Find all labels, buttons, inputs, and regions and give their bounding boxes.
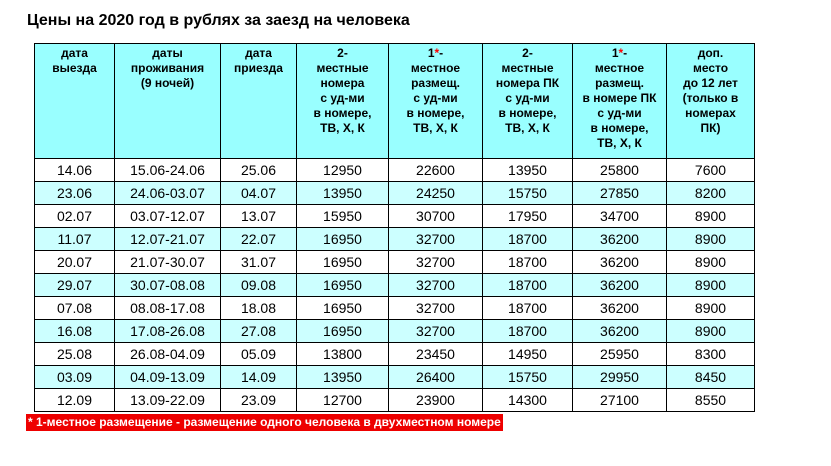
double-pk-price-cell: 15750: [483, 366, 573, 389]
single-pk-price-cell: 36200: [573, 228, 667, 251]
arrival-date-cell: 13.07: [221, 205, 297, 228]
single-price-cell: 32700: [389, 320, 483, 343]
single-pk-price-cell: 27100: [573, 389, 667, 412]
header-line: даты: [152, 46, 183, 60]
extra-bed-price-cell: 8900: [667, 274, 755, 297]
table-row: [35, 182, 755, 205]
departure-date-cell: 07.08: [35, 297, 115, 320]
asterisk-mark: *: [434, 46, 440, 60]
stay-dates-cell: 26.08-04.09: [115, 343, 221, 366]
header-line: дата: [61, 46, 88, 60]
stay-dates-cell: 04.09-13.09: [115, 366, 221, 389]
table-row: [35, 159, 755, 182]
table-row: [35, 251, 755, 274]
stay-dates-cell: 24.06-03.07: [115, 182, 221, 205]
single-price-cell: 23450: [389, 343, 483, 366]
double-price-cell: 12950: [297, 159, 389, 182]
header-line: доп.: [697, 46, 724, 60]
single-pk-price-cell: 36200: [573, 320, 667, 343]
header-line: в номере ПК: [582, 91, 657, 105]
single-pk-price-cell: 29950: [573, 366, 667, 389]
header-row: [35, 44, 755, 159]
header-line: размещ.: [411, 76, 460, 90]
header-line: местное: [410, 61, 461, 75]
header-line: (только в: [682, 91, 739, 105]
table-row: [35, 343, 755, 366]
footnote: * 1-местное размещение - размещение одного человека в двухместном номере: [28, 415, 501, 429]
double-pk-price-cell: 18700: [483, 228, 573, 251]
double-price-cell: 16950: [297, 297, 389, 320]
arrival-date-cell: 22.07: [221, 228, 297, 251]
header-line: проживания: [130, 61, 205, 75]
double-pk-price-cell: 18700: [483, 320, 573, 343]
header-line: номерах: [685, 106, 736, 120]
header-line: ТВ, Х, К: [413, 121, 458, 135]
asterisk-mark: *: [618, 46, 624, 60]
header-line: ТВ, Х, К: [597, 136, 642, 150]
double-pk-price-cell: 13950: [483, 159, 573, 182]
departure-date-cell: 20.07: [35, 251, 115, 274]
header-line: в номере,: [498, 106, 557, 120]
double-pk-price-cell: 18700: [483, 274, 573, 297]
stay-dates-cell: 17.08-26.08: [115, 320, 221, 343]
stay-dates-cell: 12.07-21.07: [115, 228, 221, 251]
header-line: номера: [320, 76, 365, 90]
header-stay-dates: [115, 44, 221, 159]
extra-bed-price-cell: 8450: [667, 366, 755, 389]
header-line: с уд-ми: [597, 106, 642, 120]
extra-bed-price-cell: 8900: [667, 320, 755, 343]
table-row: [35, 320, 755, 343]
double-price-cell: 12700: [297, 389, 389, 412]
double-price-cell: 16950: [297, 274, 389, 297]
departure-date-cell: 29.07: [35, 274, 115, 297]
header-line: дата: [245, 46, 272, 60]
header-line: местное: [594, 61, 645, 75]
header-line: местные: [316, 61, 369, 75]
table-header: [35, 44, 755, 159]
header-line: с уд-ми: [505, 91, 550, 105]
header-line: до 12 лет: [683, 76, 738, 90]
header-line: 2-: [522, 46, 533, 60]
table-row: [35, 205, 755, 228]
header-line: приезда: [234, 61, 283, 75]
arrival-date-cell: 05.09: [221, 343, 297, 366]
arrival-date-cell: 04.07: [221, 182, 297, 205]
header-line: размещ.: [595, 76, 644, 90]
header-arrival-date: [221, 44, 297, 159]
departure-date-cell: 25.08: [35, 343, 115, 366]
single-pk-price-cell: 36200: [573, 297, 667, 320]
price-table: [34, 43, 755, 412]
double-price-cell: 13950: [297, 366, 389, 389]
header-line: местные: [501, 61, 554, 75]
header-line: 1*-: [611, 46, 628, 60]
departure-date-cell: 02.07: [35, 205, 115, 228]
header-line: номера ПК: [495, 76, 560, 90]
arrival-date-cell: 14.09: [221, 366, 297, 389]
header-line: ПК): [700, 121, 721, 135]
extra-bed-price-cell: 8900: [667, 205, 755, 228]
table-row: [35, 228, 755, 251]
header-single-occupancy: [389, 44, 483, 159]
header-line: 1*-: [427, 46, 444, 60]
header-line: 2-: [337, 46, 348, 60]
stay-dates-cell: 13.09-22.09: [115, 389, 221, 412]
single-price-cell: 22600: [389, 159, 483, 182]
header-departure-date: [35, 44, 115, 159]
extra-bed-price-cell: 8200: [667, 182, 755, 205]
departure-date-cell: 12.09: [35, 389, 115, 412]
extra-bed-price-cell: 8900: [667, 297, 755, 320]
single-pk-price-cell: 36200: [573, 251, 667, 274]
page-title: Цены на 2020 год в рублях за заезд на человека: [27, 12, 410, 29]
table-row: [35, 274, 755, 297]
double-price-cell: 13950: [297, 182, 389, 205]
single-price-cell: 23900: [389, 389, 483, 412]
header-line: в номере,: [590, 121, 649, 135]
departure-date-cell: 23.06: [35, 182, 115, 205]
double-price-cell: 16950: [297, 320, 389, 343]
departure-date-cell: 16.08: [35, 320, 115, 343]
double-pk-price-cell: 14950: [483, 343, 573, 366]
double-pk-price-cell: 17950: [483, 205, 573, 228]
stay-dates-cell: 03.07-12.07: [115, 205, 221, 228]
double-price-cell: 15950: [297, 205, 389, 228]
table-row: [35, 366, 755, 389]
stay-dates-cell: 30.07-08.08: [115, 274, 221, 297]
double-price-cell: 16950: [297, 228, 389, 251]
arrival-date-cell: 09.08: [221, 274, 297, 297]
extra-bed-price-cell: 7600: [667, 159, 755, 182]
header-extra-bed: [667, 44, 755, 159]
double-pk-price-cell: 15750: [483, 182, 573, 205]
double-pk-price-cell: 18700: [483, 297, 573, 320]
arrival-date-cell: 25.06: [221, 159, 297, 182]
table-row: [35, 297, 755, 320]
single-pk-price-cell: 34700: [573, 205, 667, 228]
double-pk-price-cell: 18700: [483, 251, 573, 274]
header-line: в номере,: [313, 106, 372, 120]
table-row: [35, 389, 755, 412]
single-pk-price-cell: 25800: [573, 159, 667, 182]
double-price-cell: 13800: [297, 343, 389, 366]
departure-date-cell: 11.07: [35, 228, 115, 251]
header-line: ТВ, Х, К: [505, 121, 550, 135]
header-single-occupancy-pk: [573, 44, 667, 159]
extra-bed-price-cell: 8300: [667, 343, 755, 366]
single-pk-price-cell: 25950: [573, 343, 667, 366]
header-double-rooms-pk: [483, 44, 573, 159]
single-price-cell: 32700: [389, 251, 483, 274]
header-line: в номере,: [406, 106, 465, 120]
single-pk-price-cell: 27850: [573, 182, 667, 205]
single-price-cell: 24250: [389, 182, 483, 205]
extra-bed-price-cell: 8900: [667, 251, 755, 274]
header-line: ТВ, Х, К: [320, 121, 365, 135]
double-price-cell: 16950: [297, 251, 389, 274]
stay-dates-cell: 15.06-24.06: [115, 159, 221, 182]
stay-dates-cell: 08.08-17.08: [115, 297, 221, 320]
single-price-cell: 30700: [389, 205, 483, 228]
header-line: (9 ночей): [140, 76, 195, 90]
header-line: с уд-ми: [413, 91, 458, 105]
header-double-rooms: [297, 44, 389, 159]
double-pk-price-cell: 14300: [483, 389, 573, 412]
header-line: место: [692, 61, 729, 75]
departure-date-cell: 14.06: [35, 159, 115, 182]
arrival-date-cell: 31.07: [221, 251, 297, 274]
single-price-cell: 32700: [389, 228, 483, 251]
single-price-cell: 26400: [389, 366, 483, 389]
table-body: [35, 159, 755, 412]
arrival-date-cell: 27.08: [221, 320, 297, 343]
header-line: выезда: [52, 61, 97, 75]
arrival-date-cell: 23.09: [221, 389, 297, 412]
departure-date-cell: 03.09: [35, 366, 115, 389]
extra-bed-price-cell: 8900: [667, 228, 755, 251]
arrival-date-cell: 18.08: [221, 297, 297, 320]
extra-bed-price-cell: 8550: [667, 389, 755, 412]
single-pk-price-cell: 36200: [573, 274, 667, 297]
header-line: с уд-ми: [320, 91, 365, 105]
stay-dates-cell: 21.07-30.07: [115, 251, 221, 274]
single-price-cell: 32700: [389, 297, 483, 320]
single-price-cell: 32700: [389, 274, 483, 297]
